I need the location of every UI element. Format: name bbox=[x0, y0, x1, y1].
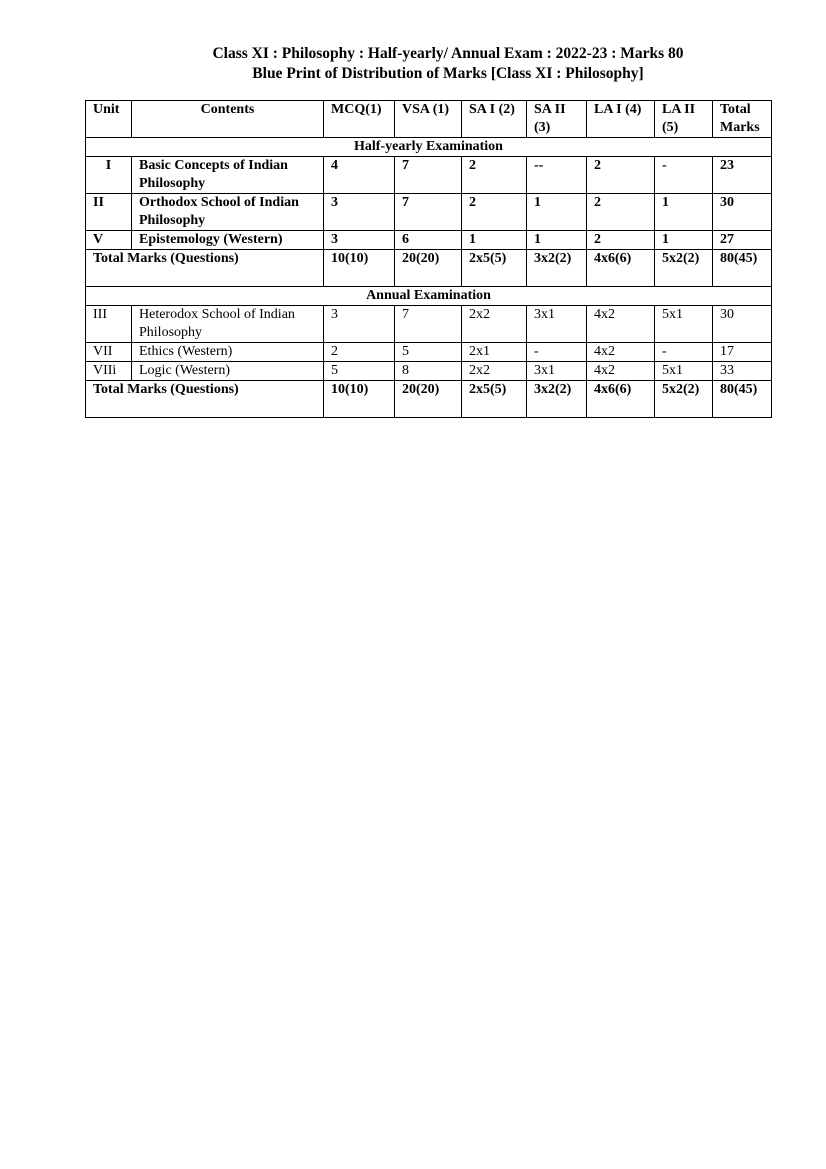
cell-mcq: 4 bbox=[324, 157, 395, 194]
total-vsa: 20(20) bbox=[395, 381, 462, 418]
cell-la2: 1 bbox=[655, 231, 713, 250]
cell-vsa: 7 bbox=[395, 157, 462, 194]
cell-vsa: 7 bbox=[395, 306, 462, 343]
cell-sa1: 2x1 bbox=[462, 343, 527, 362]
cell-vsa: 7 bbox=[395, 194, 462, 231]
header-sa1: SA I (2) bbox=[462, 101, 527, 138]
cell-mcq: 2 bbox=[324, 343, 395, 362]
cell-unit: V bbox=[86, 231, 132, 250]
cell-sa2: - bbox=[527, 343, 587, 362]
cell-sa2: 1 bbox=[527, 231, 587, 250]
cell-vsa: 8 bbox=[395, 362, 462, 381]
cell-la2: - bbox=[655, 157, 713, 194]
header-total: Total Marks bbox=[713, 101, 772, 138]
cell-la2: 5x1 bbox=[655, 306, 713, 343]
cell-la1: 4x2 bbox=[587, 343, 655, 362]
cell-sa2: 1 bbox=[527, 194, 587, 231]
cell-mcq: 3 bbox=[324, 194, 395, 231]
table-row bbox=[86, 157, 772, 194]
cell-unit: I bbox=[86, 157, 132, 194]
cell-unit: VIIi bbox=[86, 362, 132, 381]
cell-mcq: 5 bbox=[324, 362, 395, 381]
table-row bbox=[86, 306, 772, 343]
cell-sa2: 3x1 bbox=[527, 362, 587, 381]
table-row bbox=[86, 343, 772, 362]
total-marks: 80(45) bbox=[713, 381, 772, 418]
cell-contents: Logic (Western) bbox=[132, 362, 324, 381]
total-row-annual bbox=[86, 381, 772, 418]
table-header-row bbox=[86, 101, 772, 138]
cell-unit: II bbox=[86, 194, 132, 231]
cell-sa1: 2x2 bbox=[462, 362, 527, 381]
cell-contents: Epistemology (Western) bbox=[132, 231, 324, 250]
total-mcq: 10(10) bbox=[324, 381, 395, 418]
cell-sa1: 1 bbox=[462, 231, 527, 250]
cell-sa1: 2x2 bbox=[462, 306, 527, 343]
total-label: Total Marks (Questions) bbox=[86, 381, 324, 418]
document-title: Class XI : Philosophy : Half-yearly/ Annual Exam : 2022-23 : Marks 80 bbox=[212, 45, 684, 62]
header-la2: LA II (5) bbox=[655, 101, 713, 138]
header-sa2: SA II (3) bbox=[527, 101, 587, 138]
cell-unit: III bbox=[86, 306, 132, 343]
cell-total: 17 bbox=[713, 343, 772, 362]
cell-la2: - bbox=[655, 343, 713, 362]
cell-la1: 2 bbox=[587, 231, 655, 250]
total-la2: 5x2(2) bbox=[655, 381, 713, 418]
total-la1: 4x6(6) bbox=[587, 381, 655, 418]
total-marks: 80(45) bbox=[713, 250, 772, 287]
cell-total: 23 bbox=[713, 157, 772, 194]
table-row bbox=[86, 194, 772, 231]
cell-la1: 4x2 bbox=[587, 306, 655, 343]
total-mcq: 10(10) bbox=[324, 250, 395, 287]
cell-mcq: 3 bbox=[324, 306, 395, 343]
cell-contents: Basic Concepts of Indian Philosophy bbox=[132, 157, 324, 194]
total-sa1: 2x5(5) bbox=[462, 381, 527, 418]
total-la1: 4x6(6) bbox=[587, 250, 655, 287]
blueprint-table bbox=[85, 100, 772, 418]
header-contents: Contents bbox=[132, 101, 324, 138]
cell-contents: Orthodox School of Indian Philosophy bbox=[132, 194, 324, 231]
table-row bbox=[86, 362, 772, 381]
cell-vsa: 6 bbox=[395, 231, 462, 250]
cell-sa2: 3x1 bbox=[527, 306, 587, 343]
cell-sa1: 2 bbox=[462, 194, 527, 231]
cell-contents: Heterodox School of Indian Philosophy bbox=[132, 306, 324, 343]
table-row bbox=[86, 231, 772, 250]
cell-sa1: 2 bbox=[462, 157, 527, 194]
cell-contents: Ethics (Western) bbox=[132, 343, 324, 362]
header-unit: Unit bbox=[86, 101, 132, 138]
total-sa2: 3x2(2) bbox=[527, 381, 587, 418]
total-la2: 5x2(2) bbox=[655, 250, 713, 287]
cell-total: 30 bbox=[713, 306, 772, 343]
header-la1: LA I (4) bbox=[587, 101, 655, 138]
cell-total: 30 bbox=[713, 194, 772, 231]
cell-vsa: 5 bbox=[395, 343, 462, 362]
total-label: Total Marks (Questions) bbox=[86, 250, 324, 287]
cell-mcq: 3 bbox=[324, 231, 395, 250]
header-vsa: VSA (1) bbox=[395, 101, 462, 138]
cell-total: 27 bbox=[713, 231, 772, 250]
total-sa2: 3x2(2) bbox=[527, 250, 587, 287]
section-header-annual: Annual Examination bbox=[86, 287, 772, 306]
cell-sa2: -- bbox=[527, 157, 587, 194]
cell-la2: 1 bbox=[655, 194, 713, 231]
cell-la2: 5x1 bbox=[655, 362, 713, 381]
total-row-half-yearly bbox=[86, 250, 772, 287]
section-header-half-yearly: Half-yearly Examination bbox=[86, 138, 772, 157]
total-sa1: 2x5(5) bbox=[462, 250, 527, 287]
header-mcq: MCQ(1) bbox=[324, 101, 395, 138]
document-subtitle: Blue Print of Distribution of Marks [Class XI : Philosophy] bbox=[252, 65, 644, 82]
cell-total: 33 bbox=[713, 362, 772, 381]
cell-la1: 2 bbox=[587, 194, 655, 231]
cell-la1: 2 bbox=[587, 157, 655, 194]
cell-unit: VII bbox=[86, 343, 132, 362]
cell-la1: 4x2 bbox=[587, 362, 655, 381]
total-vsa: 20(20) bbox=[395, 250, 462, 287]
